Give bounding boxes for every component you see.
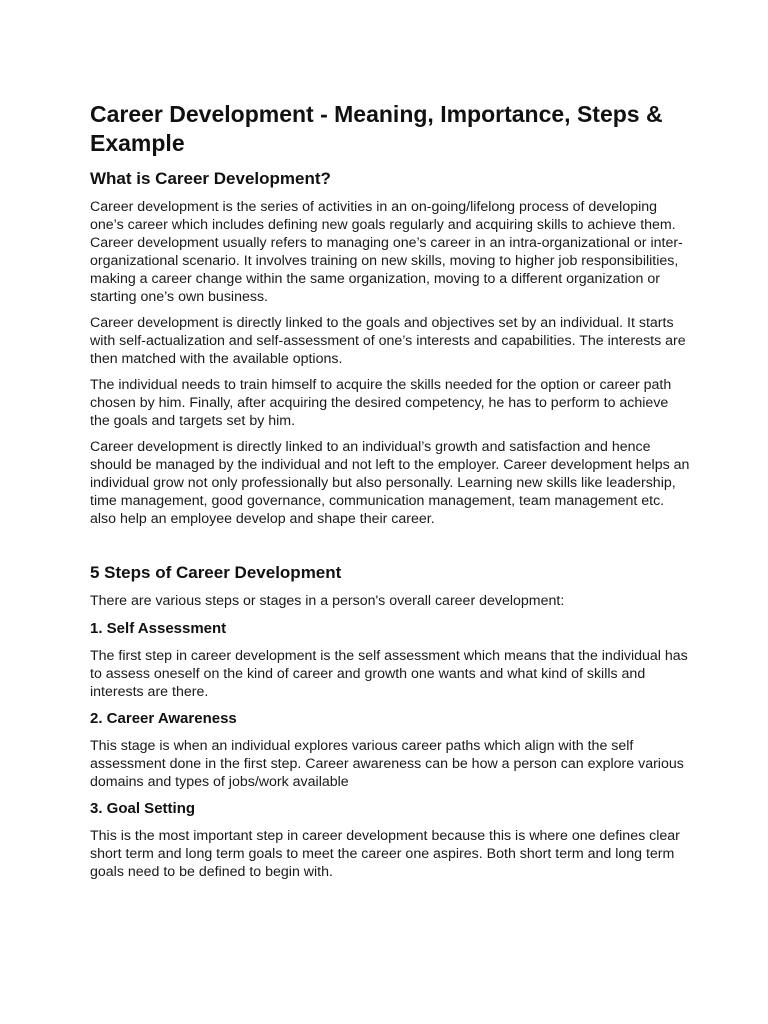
steps-intro: There are various steps or stages in a person's overall career development: [90, 593, 565, 609]
step-text: The first step in career development is the self assessment which means that the individual has to assess oneself on the kind of career and growth one wants and what kind of skills and interests are there. [90, 648, 688, 700]
section-heading-steps: 5 Steps of Career Development [90, 563, 342, 582]
paragraph: Career development is the series of activities in an on-going/lifelong process of developing one’s career which includes defining new goals regularly and acquiring skills to achieve them. Career development usually refers to managing one’s career in an intra-organizational or inter-organizational scenario. It involves training on new skills, moving to higher job responsibilities, making a career change within the same organization, moving to a different organization or starting one’s own business. [90, 199, 683, 305]
step-text: This is the most important step in career development because this is where one defines clear short term and long term goals to meet the career one aspires. Both short term and long term goals need to be defined to begin with. [90, 828, 680, 880]
step-heading-goal-setting: 3. Goal Setting [90, 800, 196, 817]
step-text: This stage is when an individual explores various career paths which align with the self assessment done in the first step. Career awareness can be how a person can explore various domains and types of jobs/work available [90, 738, 684, 790]
document-body [90, 100, 690, 881]
paragraph: Career development is directly linked to an individual’s growth and satisfaction and hence should be managed by the individual and not left to the employer. Career development helps an individual grow not only professionally but also personally. Learning new skills like leadership, time management, good governance, communication management, team management etc. also help an employee develop and shape their career. [90, 439, 690, 527]
document-title: Career Development - Meaning, Importance, Steps & Example [90, 101, 663, 156]
step-heading-self-assessment: 1. Self Assessment [90, 620, 227, 637]
step-heading-career-awareness: 2. Career Awareness [90, 710, 237, 727]
paragraph: Career development is directly linked to the goals and objectives set by an individual. It starts with self-actualization and self-assessment of one’s interests and capabilities. The interests are then matched with the available options. [90, 315, 686, 367]
paragraph: The individual needs to train himself to acquire the skills needed for the option or career path chosen by him. Finally, after acquiring the desired competency, he has to perform to achieve the goals and targets set by him. [90, 377, 672, 429]
section-heading-what-is: What is Career Development? [90, 169, 331, 188]
